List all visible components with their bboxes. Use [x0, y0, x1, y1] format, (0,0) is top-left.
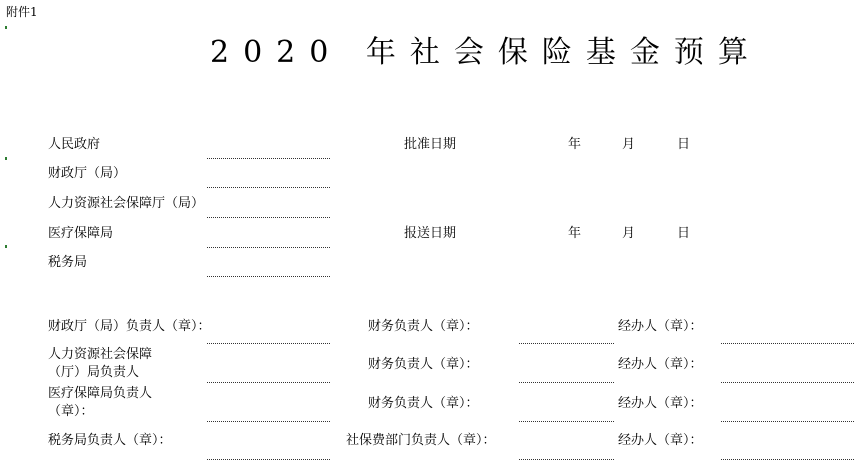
field-tax-bureau[interactable] — [207, 276, 330, 277]
approval-month: 月 — [622, 137, 636, 152]
sig-social-fee-head-field[interactable] — [519, 459, 614, 460]
sig-medical-head-label-line2: （章）： — [48, 404, 94, 419]
sig-medical-finance-officer-field[interactable] — [519, 421, 614, 422]
sig-medical-handler-field[interactable] — [721, 421, 854, 422]
sig-finance-head-field[interactable] — [207, 343, 330, 344]
sig-social-fee-head-label: 社保费部门负责人（章）： — [346, 433, 496, 448]
label-finance-dept: 财政厅（局） — [48, 166, 127, 181]
sig-hr-finance-officer-field[interactable] — [519, 382, 614, 383]
approval-year: 年 — [568, 137, 582, 152]
sig-medical-head-label-line1: 医疗保障局负责人 — [48, 386, 153, 401]
sig-hr-head-field[interactable] — [207, 382, 330, 383]
sig-hr-head-label-line1: 人力资源社会保障 — [48, 347, 153, 362]
sig-medical-finance-officer-label: 财务负责人（章）： — [368, 396, 479, 411]
document-title: 2020 年社会保险基金预算 — [210, 35, 762, 70]
sig-medical-head-field[interactable] — [207, 421, 330, 422]
sig-finance-head-label: 财政厅（局）负责人（章）： — [48, 319, 211, 334]
sig-tax-handler-field[interactable] — [721, 459, 854, 460]
cell-marker — [5, 245, 7, 248]
sig-finance-officer-label: 财务负责人（章）： — [368, 319, 479, 334]
submit-month: 月 — [622, 226, 636, 241]
sig-tax-head-field[interactable] — [207, 459, 330, 460]
approval-day: 日 — [677, 137, 691, 152]
attachment-label: 附件1 — [6, 5, 38, 19]
sig-finance-officer-field[interactable] — [519, 343, 614, 344]
sig-medical-handler-label: 经办人（章）： — [618, 396, 703, 411]
cell-marker — [5, 157, 7, 160]
label-submit-date: 报送日期 — [404, 226, 457, 241]
sig-hr-handler-field[interactable] — [721, 382, 854, 383]
field-finance-dept[interactable] — [207, 187, 330, 188]
submit-year: 年 — [568, 226, 582, 241]
sig-hr-handler-label: 经办人（章）： — [618, 357, 703, 372]
cell-marker — [5, 26, 7, 29]
label-medical-bureau: 医疗保障局 — [48, 226, 114, 241]
label-tax-bureau: 税务局 — [48, 255, 88, 270]
field-hr-dept[interactable] — [207, 217, 330, 218]
field-medical-bureau[interactable] — [207, 247, 330, 248]
sig-handler-field[interactable] — [721, 343, 854, 344]
field-government[interactable] — [207, 158, 330, 159]
label-government: 人民政府 — [48, 137, 101, 152]
sig-tax-handler-label: 经办人（章）： — [618, 433, 703, 448]
sig-hr-finance-officer-label: 财务负责人（章）： — [368, 357, 479, 372]
submit-day: 日 — [677, 226, 691, 241]
sig-hr-head-label-line2: （厅）局负责人 — [48, 365, 140, 380]
label-approval-date: 批准日期 — [404, 137, 457, 152]
label-hr-dept: 人力资源社会保障厅（局） — [48, 196, 205, 211]
sig-handler-label: 经办人（章）： — [618, 319, 703, 334]
sig-tax-head-label: 税务局负责人（章）： — [48, 433, 172, 448]
